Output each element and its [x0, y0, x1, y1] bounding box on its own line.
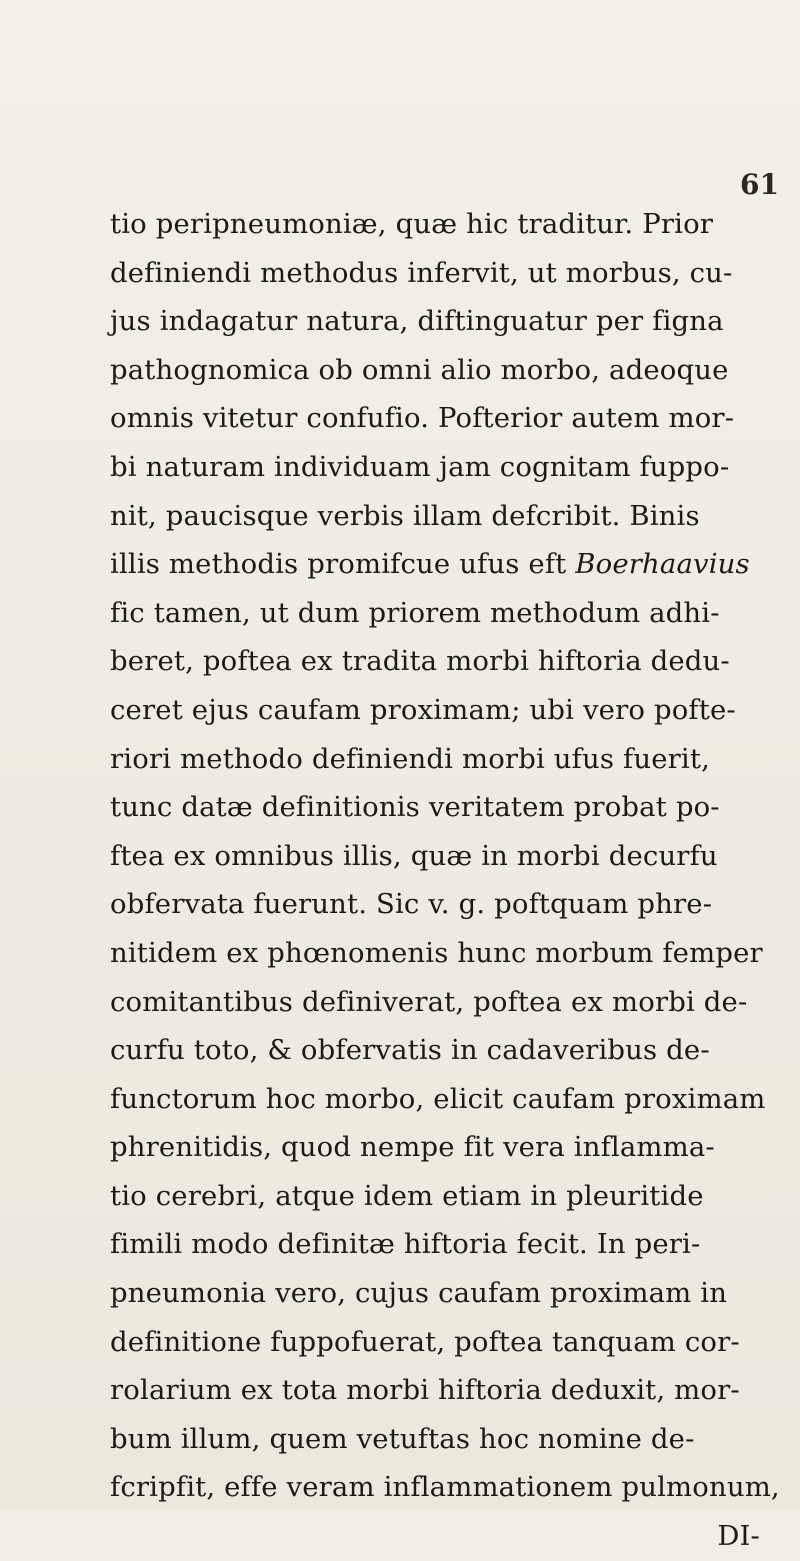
- text-line-18: curfu toto, & obfervatis in cadaveribus de-: [110, 1034, 710, 1067]
- text-line-6: bi naturam individuam jam cognitam fuppo-: [110, 450, 730, 483]
- text-line-23: pneumonia vero, cujus caufam proximam in: [110, 1277, 728, 1310]
- author-name-italic: Boerhaavius: [575, 548, 750, 581]
- text-line-5: omnis vitetur confufio. Pofterior autem mor-: [110, 402, 735, 435]
- text-line-14: ftea ex omnibus illis, quæ in morbi decurfu: [110, 839, 718, 872]
- text-line-22: fimili modo definitæ hiftoria fecit. In peri-: [110, 1228, 701, 1261]
- text-line-12: riori methodo definiendi morbi ufus fuerit,: [110, 742, 710, 775]
- text-line-17: comitantibus definiverat, poftea ex morbi de-: [110, 985, 748, 1018]
- text-line-26: bum illum, quem vetuftas hoc nomine de-: [110, 1422, 695, 1455]
- text-line-19: functorum hoc morbo, elicit caufam proximam: [110, 1082, 766, 1115]
- text-line-8-roman: illis methodis promifcue ufus eft: [110, 548, 567, 581]
- text-line-10: beret, poftea ex tradita morbi hiftoria dedu-: [110, 645, 730, 678]
- text-line-4: pathognomica ob omni alio morbo, adeoque: [110, 353, 729, 386]
- text-line-13: tunc datæ definitionis veritatem probat po-: [110, 791, 720, 824]
- text-line-20: phrenitidis, quod nempe fit vera inflamma-: [110, 1131, 715, 1164]
- text-line-1: tio peripneumoniæ, quæ hic traditur. Prior: [110, 208, 714, 240]
- text-line-27: fcripfit, effe veram inflammationem pulmonum,: [110, 1471, 780, 1504]
- body-text: [110, 200, 780, 1561]
- text-line-7: nit, paucisque verbis illam defcribit. Binis: [110, 499, 700, 532]
- catchword: DI-: [717, 1520, 760, 1553]
- text-line-21: tio cerebri, atque idem etiam in pleuritide: [110, 1179, 704, 1212]
- page-number: 61: [740, 168, 779, 201]
- text-line-25: rolarium ex tota morbi hiftoria deduxit, mor-: [110, 1374, 740, 1407]
- text-line-9: fic tamen, ut dum priorem methodum adhi-: [110, 596, 720, 629]
- text-line-16: nitidem ex phœnomenis hunc morbum femper: [110, 936, 763, 969]
- text-line-15: obfervata fuerunt. Sic v. g. poftquam phre-: [110, 888, 713, 921]
- text-line-11: ceret ejus caufam proximam; ubi vero pofte-: [110, 693, 736, 726]
- text-line-8: [110, 540, 780, 589]
- text-line-3: jus indagatur natura, diftinguatur per figna: [110, 305, 724, 338]
- text-line-2: definiendi methodus infervit, ut morbus, cu-: [110, 256, 733, 289]
- text-line-24: definitione fuppofuerat, poftea tanquam cor-: [110, 1325, 740, 1358]
